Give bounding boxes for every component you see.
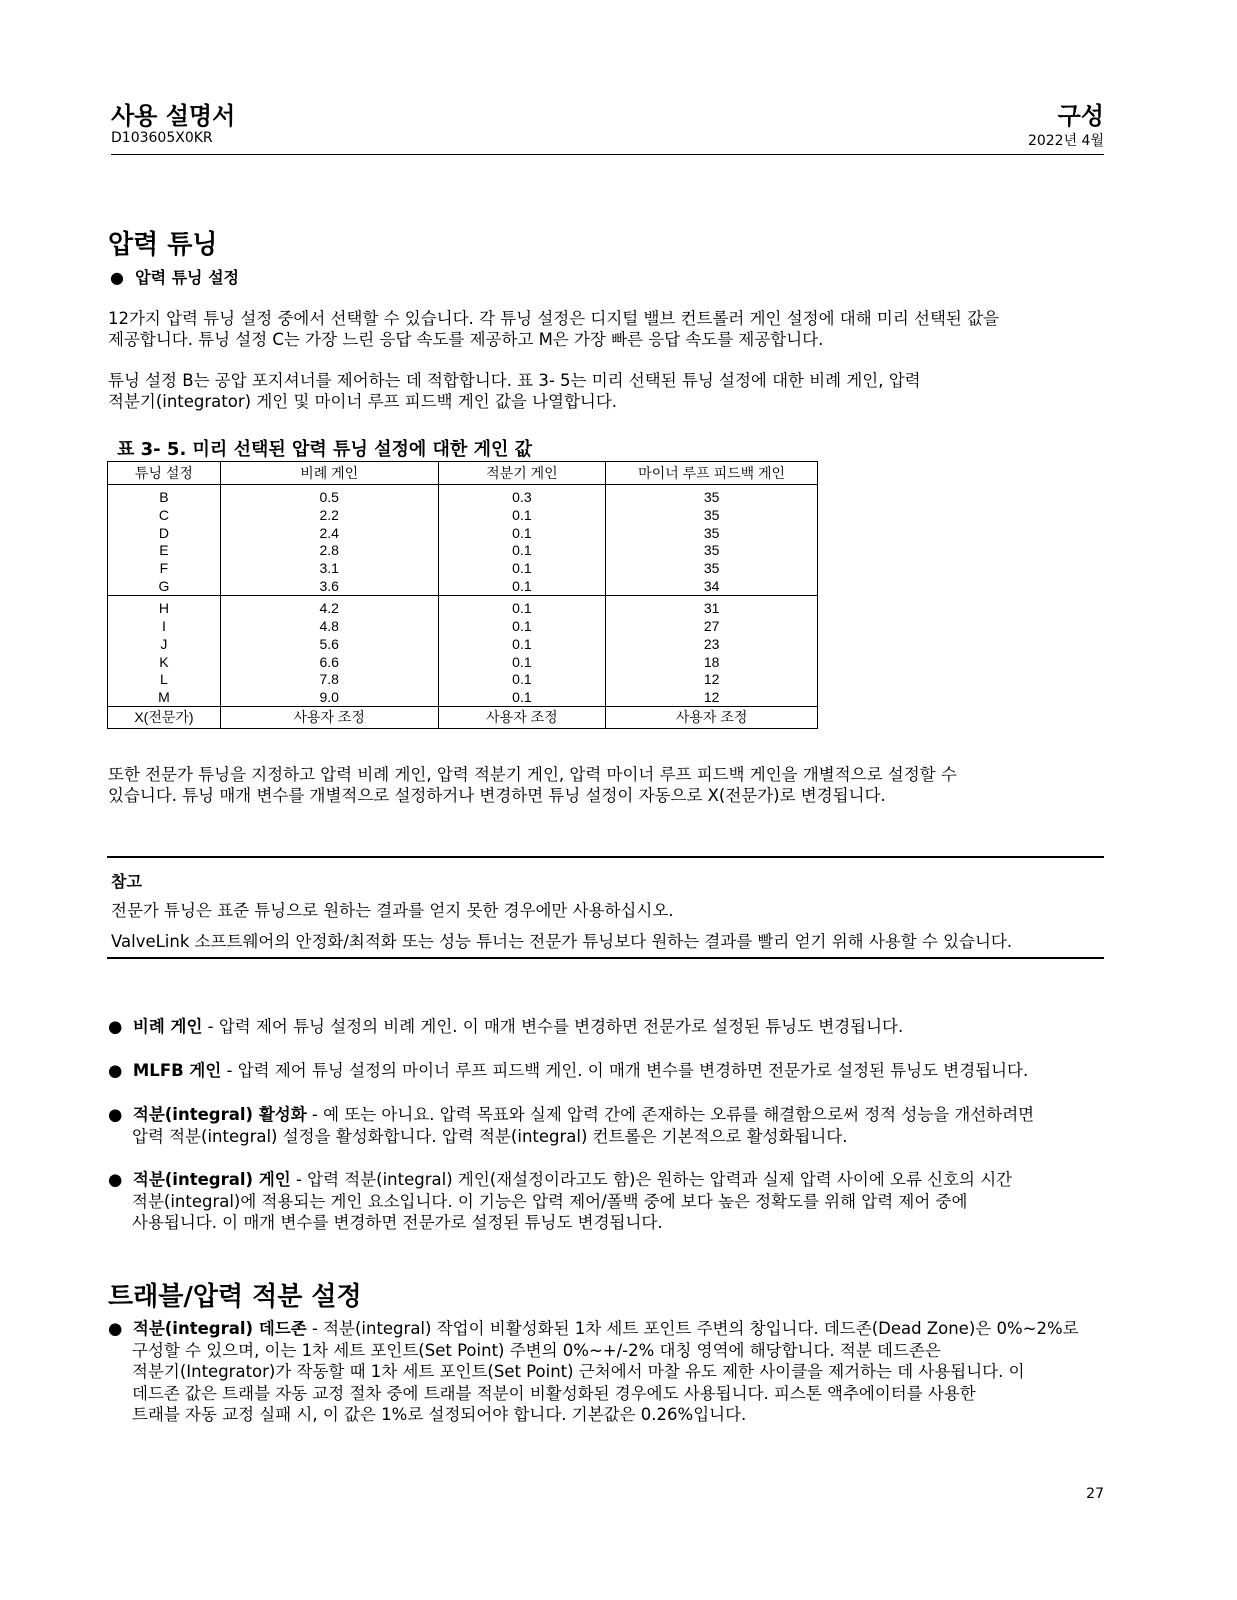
cell: 5.6 (220, 636, 438, 654)
note-line-1: 전문가 튜닝은 표준 튜닝으로 원하는 결과를 얻지 못한 경우에만 사용하십시오. (111, 901, 674, 920)
bullet-dot: ● (108, 1105, 133, 1124)
bullet-text: - 적분(integral) 작업이 비활성화된 1차 세트 포인트 주변의 창입니다. 데드존(Dead Zone)은 0%~2%로 (306, 1319, 1079, 1338)
bullet-label: 비례 게인 (132, 1017, 203, 1036)
cell: 2.8 (220, 542, 438, 560)
cell: 0.1 (438, 560, 606, 578)
table-header-row (108, 462, 818, 485)
bullet-mlfb-gain (108, 1060, 1108, 1082)
cell: 0.1 (438, 507, 606, 525)
bullet-proportional-gain (108, 1016, 1083, 1038)
heading-pressure-tuning: 압력 튜닝 (108, 230, 218, 260)
bullet-text-line-4: 데드존 값은 트래블 자동 교정 절차 중에 트래블 적분이 비활성화된 경우에도 사용됩니다. 피스톤 액추에이터를 사용한 (132, 1383, 976, 1403)
cell: 3.1 (220, 560, 438, 578)
table-row (108, 689, 818, 707)
heading-travel-pressure-integral: 트래블/압력 적분 설정 (108, 1282, 362, 1312)
bullet-dot: ● (108, 1017, 133, 1036)
cell: 0.3 (438, 489, 606, 507)
publish-date: 2022년 4월 (1027, 133, 1104, 149)
bullet-text-line-2: 압력 적분(integral) 설정을 활성화합니다. 압력 적분(integral) 컨트롤은 기본적으로 활성화됩니다. (132, 1126, 848, 1146)
cell: 0.1 (438, 653, 606, 671)
table-row (108, 600, 818, 618)
cell: X(전문가) (108, 707, 221, 729)
cell: 35 (606, 560, 818, 578)
table-row (108, 636, 818, 654)
sub-bullet (110, 265, 239, 288)
bullet-integral-enable (108, 1104, 1083, 1147)
expert-line-2: 있습니다. 튜닝 매개 변수를 개별적으로 설정하거나 변경하면 튜닝 설정이 자동으로 X(전문가)로 변경됩니다. (108, 786, 886, 805)
bullet-integral-gain (108, 1169, 1083, 1234)
cell: E (108, 542, 221, 560)
table-row (108, 653, 818, 671)
table-row (108, 524, 818, 542)
bullet-text: - 압력 적분(integral) 게인(재설정이라고도 함)은 원하는 압력과 실제 압력 사이에 오류 신호의 시간 (290, 1170, 1013, 1189)
expert-line-1: 또한 전문가 튜닝을 지정하고 압력 비례 게인, 압력 적분기 게인, 압력 마이너 루프 피드백 게인을 개별적으로 설정할 수 (108, 765, 957, 784)
table-row (108, 560, 818, 578)
cell: 31 (606, 600, 818, 618)
cell: 23 (606, 636, 818, 654)
table-row (108, 507, 818, 525)
table-row-expert (108, 707, 818, 729)
cell: B (108, 489, 221, 507)
cell: J (108, 636, 221, 654)
cell: 0.1 (438, 600, 606, 618)
setting-b-line-2: 적분기(integrator) 게인 및 마이너 루프 피드백 게인 값을 나열합니다. (108, 392, 618, 411)
intro-line-2: 제공합니다. 튜닝 설정 C는 가장 느린 응답 속도를 제공하고 M은 가장 빠른 응답 속도를 제공합니다. (108, 330, 824, 349)
cell: 35 (606, 489, 818, 507)
bullet-label: 적분(integral) 게인 (132, 1170, 291, 1189)
cell: 0.1 (438, 636, 606, 654)
cell: 7.8 (220, 671, 438, 689)
cell: K (108, 653, 221, 671)
section-title: 구성 (1057, 102, 1104, 130)
bullet-dot: ● (108, 1061, 133, 1080)
page-number: 27 (1086, 1486, 1104, 1502)
cell: H (108, 600, 221, 618)
cell: 12 (606, 689, 818, 707)
bullet-text-line-5: 트래블 자동 교정 실패 시, 이 값은 1%로 설정되어야 합니다. 기본값은 0.26%입니다. (132, 1405, 747, 1424)
expert-paragraph (108, 764, 1098, 806)
cell: 0.1 (438, 689, 606, 707)
cell: 4.2 (220, 600, 438, 618)
note-title: 참고 (111, 872, 142, 891)
table-caption: 표 3- 5. 미리 선택된 압력 튜닝 설정에 대한 게인 값 (117, 439, 533, 460)
document-number: D103605X0KR (111, 130, 213, 146)
cell: 18 (606, 653, 818, 671)
cell: 9.0 (220, 689, 438, 707)
table-row (108, 542, 818, 560)
bullet-label: 적분(integral) 데드존 (132, 1319, 307, 1338)
cell: C (108, 507, 221, 525)
bullet-dot: ● (108, 1319, 133, 1338)
bullet-text-line-2: 구성할 수 있으며, 이는 1차 세트 포인트(Set Point) 주변의 0%~+/-2% 대칭 영역에 해당합니다. 적분 데드존은 (132, 1340, 941, 1360)
cell: 6.6 (220, 653, 438, 671)
cell: 0.1 (438, 524, 606, 542)
table-row (108, 489, 818, 507)
cell: D (108, 524, 221, 542)
note-bottom-rule (107, 957, 1104, 959)
bullet-dot: ● (108, 1170, 133, 1189)
cell: 0.5 (220, 489, 438, 507)
cell: 0.1 (438, 671, 606, 689)
cell: 사용자 조정 (438, 707, 606, 729)
cell: 2.2 (220, 507, 438, 525)
cell: I (108, 618, 221, 636)
col-tuning-setting: 튜닝 설정 (108, 462, 221, 485)
intro-paragraph (108, 308, 1098, 350)
cell: 35 (606, 542, 818, 560)
cell: L (108, 671, 221, 689)
cell: 사용자 조정 (220, 707, 438, 729)
table-row (108, 577, 818, 595)
note-top-rule (107, 856, 1104, 858)
bullet-text-line-3: 사용됩니다. 이 매개 변수를 변경하면 전문가로 설정된 튜닝도 변경됩니다. (132, 1213, 663, 1232)
cell: 2.4 (220, 524, 438, 542)
cell: 0.1 (438, 542, 606, 560)
setting-b-paragraph (108, 370, 1098, 412)
cell: G (108, 577, 221, 595)
cell: 3.6 (220, 577, 438, 595)
cell: 0.1 (438, 618, 606, 636)
cell: 35 (606, 507, 818, 525)
bullet-text: - 압력 제어 튜닝 설정의 비례 게인. 이 매개 변수를 변경하면 전문가로 설정된 튜닝도 변경됩니다. (202, 1017, 904, 1036)
manual-title: 사용 설명서 (111, 102, 236, 130)
col-proportional-gain: 비례 게인 (220, 462, 438, 485)
cell: 0.1 (438, 577, 606, 595)
intro-line-1: 12가지 압력 튜닝 설정 중에서 선택할 수 있습니다. 각 튜닝 설정은 디지털 밸브 컨트롤러 게인 설정에 대해 미리 선택된 값을 (108, 309, 999, 328)
bullet-label: 적분(integral) 활성화 (132, 1105, 307, 1124)
bullet-text-line-2: 적분(integral)에 적용되는 게인 요소입니다. 이 기능은 압력 제어/폴백 중에 보다 높은 정확도를 위해 압력 제어 중에 (132, 1191, 968, 1211)
cell: 사용자 조정 (606, 707, 818, 729)
bullet-text: - 예 또는 아니요. 압력 목표와 실제 압력 간에 존재하는 오류를 해결함으로써 정적 성능을 개선하려면 (306, 1105, 1035, 1124)
cell: 12 (606, 671, 818, 689)
header-divider (111, 154, 1104, 155)
table-row (108, 671, 818, 689)
bullet-label: MLFB 게인 (132, 1061, 222, 1080)
sub-bullet-label: 압력 튜닝 설정 (135, 268, 239, 287)
note-line-2: ValveLink 소프트웨어의 안정화/최적화 또는 성능 튜너는 전문가 튜닝보다 원하는 결과를 빨리 얻기 위해 사용할 수 있습니다. (111, 932, 1013, 951)
cell: 34 (606, 577, 818, 595)
cell: F (108, 560, 221, 578)
cell: 35 (606, 524, 818, 542)
bullet-text-line-3: 적분기(Integrator)가 작동할 때 1차 세트 포인트(Set Point) 근처에서 마찰 유도 제한 사이클을 제거하는 데 사용됩니다. 이 (132, 1362, 1025, 1381)
gain-table (107, 461, 818, 729)
bullet-integral-deadzone (108, 1318, 1108, 1426)
cell: 27 (606, 618, 818, 636)
setting-b-line-1: 튜닝 설정 B는 공압 포지셔너를 제어하는 데 적합합니다. 표 3- 5는 미리 선택된 튜닝 설정에 대한 비례 게인, 압력 (108, 371, 921, 390)
bullet-dot: ● (110, 268, 136, 287)
col-mlfb-gain: 마이너 루프 피드백 게인 (606, 462, 818, 485)
cell: M (108, 689, 221, 707)
cell: 4.8 (220, 618, 438, 636)
bullet-text: - 압력 제어 튜닝 설정의 마이너 루프 피드백 게인. 이 매개 변수를 변경하면 전문가로 설정된 튜닝도 변경됩니다. (221, 1061, 1029, 1080)
col-integrator-gain: 적분기 게인 (438, 462, 606, 485)
table-row (108, 618, 818, 636)
